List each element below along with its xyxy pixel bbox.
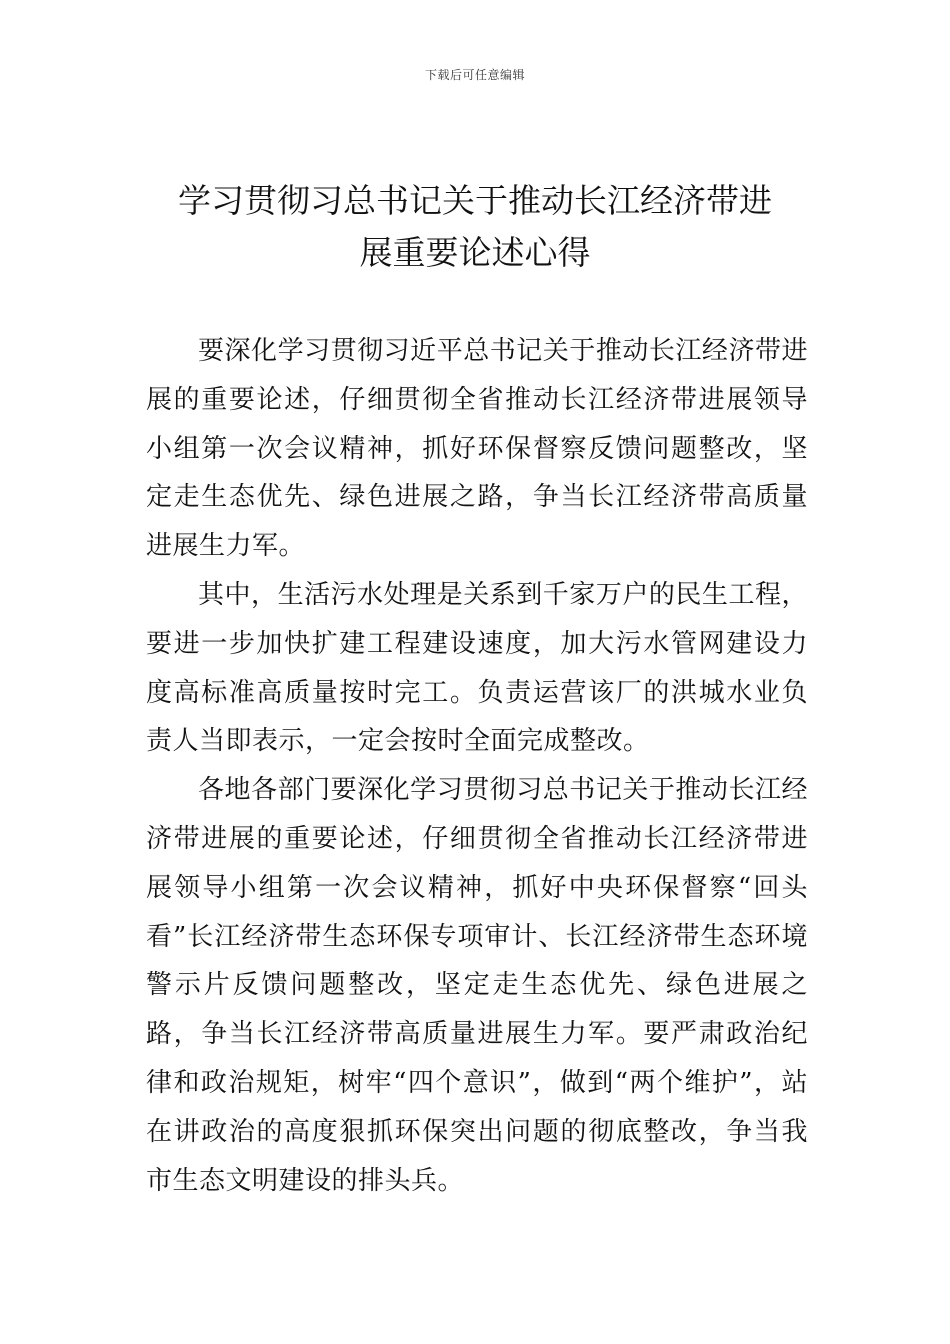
- paragraph-2: 其中，生活污水处理是关系到千家万户的民生工程，要进一步加快扩建工程建设速度，加大污水管网建设力度高标准高质量按时完工。负责运营该厂的洪城水业负责人当即表示，一定会按时全面完成整改。: [146, 579, 808, 757]
- document-title: [140, 175, 810, 279]
- title-line-1: 学习贯彻习总书记关于推动长江经济带进: [178, 181, 772, 220]
- title-line-2: 展重要论述心得: [359, 233, 591, 272]
- document-body: [146, 327, 808, 1205]
- header-note: 下载后可任意编辑: [424, 68, 525, 82]
- paragraph-3: 各地各部门要深化学习贯彻习总书记关于推动长江经济带进展的重要论述，仔细贯彻全省推动长江经济带进展领导小组第一次会议精神，抓好中央环保督察“回头看”长江经济带生态环保专项审计、长江经济带生态环境警示片反馈问题整改，坚定走生态优先、绿色进展之路，争当长江经济带高质量进展生力军。要严肃政治纪律和政治规矩，树牢“四个意识”，做到“两个维护”，站在讲政治的高度狠抓环保突出问题的彻底整改，争当我市生态文明建设的排头兵。: [146, 775, 808, 1196]
- paragraph-1: 要深化学习贯彻习近平总书记关于推动长江经济带进展的重要论述，仔细贯彻全省推动长江经济带进展领导小组第一次会议精神，抓好环保督察反馈问题整改，坚定走生态优先、绿色进展之路，争当长江经济带高质量进展生力军。: [146, 336, 808, 562]
